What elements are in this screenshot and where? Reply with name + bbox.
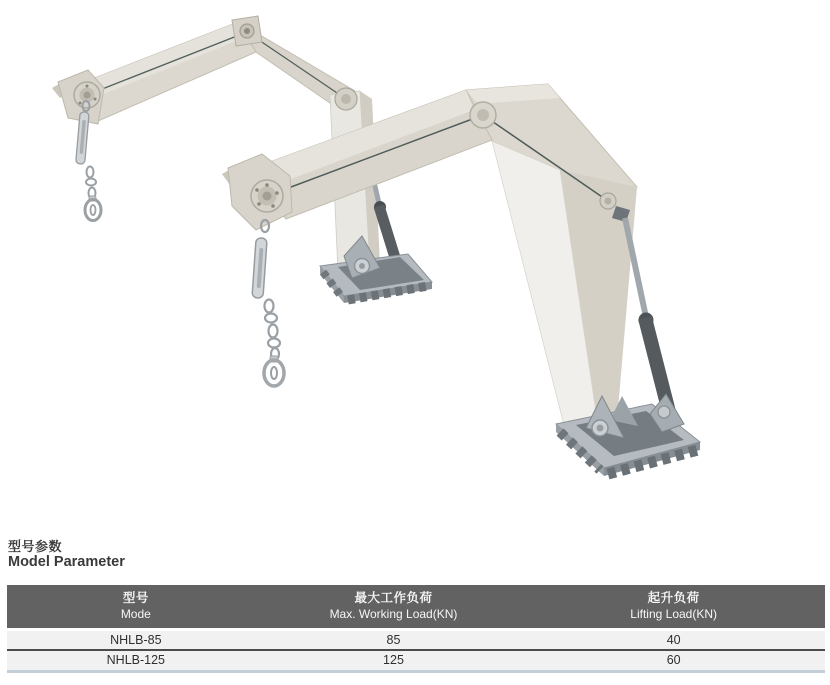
section-title-en: Model Parameter — [8, 554, 125, 570]
table-row — [7, 629, 825, 650]
front-hook-ring — [264, 360, 284, 386]
rear-apex-pivot — [232, 16, 262, 46]
cell-model: NHLB-125 — [7, 650, 265, 671]
col-header-model-zh: 型号 — [122, 590, 149, 605]
col-header-max-working-load — [265, 585, 523, 629]
cell-lifting-load: 60 — [522, 650, 825, 671]
section-heading — [8, 539, 830, 571]
cell-max-working-load: 85 — [265, 629, 523, 650]
col-header-max-working-load-en: Max. Working Load(KN) — [329, 606, 458, 621]
table-row — [7, 650, 825, 671]
col-header-lifting-load-en: Lifting Load(KN) — [630, 606, 718, 621]
model-parameter-table — [7, 585, 825, 673]
col-header-max-working-load-zh: 最大工作负荷 — [354, 590, 433, 605]
front-chain-hook — [252, 220, 284, 386]
cell-max-working-load: 125 — [265, 650, 523, 671]
col-header-lifting-load-zh: 起升负荷 — [647, 590, 700, 605]
section-title-zh: 型号参数 — [8, 539, 63, 554]
col-header-model — [7, 585, 265, 629]
col-header-model-en: Mode — [120, 606, 151, 621]
col-header-lifting-load — [522, 585, 825, 629]
crane-front — [222, 84, 700, 476]
cell-model: NHLB-85 — [7, 629, 265, 650]
rear-hook-ring — [85, 200, 101, 221]
table-header-row — [7, 585, 825, 629]
cell-lifting-load: 40 — [522, 629, 825, 650]
